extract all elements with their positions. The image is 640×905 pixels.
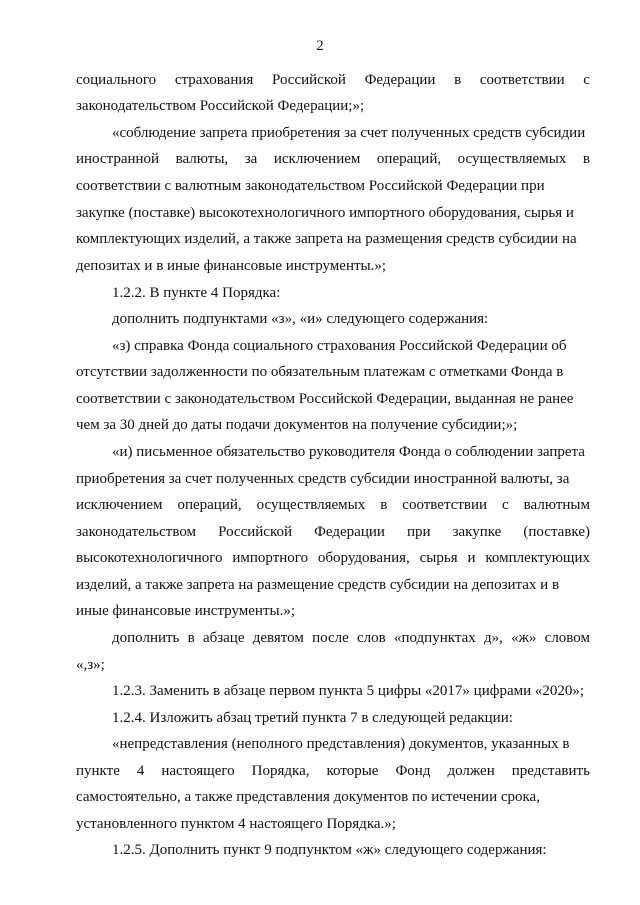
text-line: чем за 30 дней до даты подачи документов на получение субсидии;»; xyxy=(76,417,518,433)
word: комплектующих xyxy=(485,550,590,566)
word: в xyxy=(454,72,462,88)
text-line: приобретения за счет полученных средств субсидии иностранной валюты, за xyxy=(76,471,570,487)
text-line: 1.2.5. Дополнить пункт 9 подпунктом «ж» следующего содержания: xyxy=(112,842,547,858)
text-line: установленного пунктом 4 настоящего Порядка.»; xyxy=(76,816,396,832)
word: которые xyxy=(326,763,379,779)
word: валютным xyxy=(523,497,590,513)
word: девятом xyxy=(252,630,304,646)
word: операций, xyxy=(376,151,442,167)
text-line: соответствии с законодательством Российской Федерации, выданная не ранее xyxy=(76,391,574,407)
text-line xyxy=(76,495,590,515)
text-line xyxy=(76,149,590,169)
word: «подпунктах xyxy=(393,630,476,646)
text-line: изделий, а также запрета на размещение средств субсидии на депозитах и в xyxy=(76,577,560,593)
text-line: «и) письменное обязательство руководителя Фонда о соблюдении запрета xyxy=(112,444,585,460)
word: словом xyxy=(544,630,590,646)
word: Российской xyxy=(218,524,293,540)
word: соответствии xyxy=(402,497,488,513)
word: Порядка, xyxy=(251,763,310,779)
word: абзаце xyxy=(202,630,245,646)
word: в xyxy=(187,630,195,646)
word: социального xyxy=(76,72,157,88)
word: (поставке) xyxy=(523,524,590,540)
word: валюты, xyxy=(175,151,229,167)
text-line: законодательством Российской Федерации;»; xyxy=(76,98,365,114)
page-number: 2 xyxy=(316,38,324,54)
word: Федерации xyxy=(314,524,385,540)
text-line: закупке (поставке) высокотехнологичного импортного оборудования, сырья и xyxy=(76,205,574,221)
word: законодательством xyxy=(76,524,197,540)
word: должен xyxy=(447,763,495,779)
text-line: 1.2.4. Изложить абзац третий пункта 7 в следующей редакции: xyxy=(112,710,513,726)
word: соответствии xyxy=(479,72,565,88)
word: после xyxy=(312,630,349,646)
word: операций, xyxy=(177,497,242,513)
word: страхования xyxy=(174,72,254,88)
text-line xyxy=(76,761,590,781)
text-line xyxy=(76,70,590,90)
word: иностранной xyxy=(76,151,160,167)
text-line: «,з»; xyxy=(76,657,105,673)
text-line xyxy=(76,548,590,568)
word: за xyxy=(244,151,258,167)
text-line: самостоятельно, а также представления документов по истечении срока, xyxy=(76,789,540,805)
text-line xyxy=(112,628,590,648)
word: д», xyxy=(483,630,503,646)
word: с xyxy=(502,497,509,513)
text-line: депозитах и в иные финансовые инструменты.»; xyxy=(76,258,387,274)
word: Федерации xyxy=(364,72,436,88)
word: закупке xyxy=(452,524,502,540)
word: слов xyxy=(357,630,386,646)
word: исключением xyxy=(273,151,361,167)
word: 4 xyxy=(136,763,145,779)
text-line: 1.2.3. Заменить в абзаце первом пункта 5 цифры «2017» цифрами «2020»; xyxy=(112,683,585,699)
word: высокотехнологичного xyxy=(76,550,223,566)
text-line: «непредставления (неполного представления) документов, указанных в xyxy=(112,736,570,752)
word: Российской xyxy=(271,72,346,88)
word: пункте xyxy=(76,763,120,779)
word: оборудования, xyxy=(317,550,410,566)
text-line: иные финансовые инструменты.»; xyxy=(76,603,296,619)
word: импортного xyxy=(232,550,309,566)
word: осуществляемых xyxy=(256,497,366,513)
word: сырья xyxy=(419,550,458,566)
text-line: «соблюдение запрета приобретения за счет полученных средств субсидии xyxy=(112,125,586,141)
word: представить xyxy=(511,763,590,779)
word: в xyxy=(380,497,388,513)
word: дополнить xyxy=(112,630,180,646)
word: при xyxy=(406,524,431,540)
word: Фонд xyxy=(395,763,431,779)
text-line: дополнить подпунктами «з», «и» следующего содержания: xyxy=(112,311,489,327)
word: «ж» xyxy=(511,630,537,646)
word: исключением xyxy=(76,497,163,513)
word: и xyxy=(467,550,476,566)
text-line: комплектующих изделий, а также запрета на размещения средств субсидии на xyxy=(76,231,577,247)
word: осуществляемых xyxy=(457,151,567,167)
text-line: «з) справка Фонда социального страхования Российской Федерации об xyxy=(112,338,567,354)
word: настоящего xyxy=(161,763,235,779)
text-line: отсутствии задолженности по обязательным платежам с отметками Фонда в xyxy=(76,364,564,380)
text-line xyxy=(76,522,590,542)
text-line: соответствии с валютным законодательством Российской Федерации при xyxy=(76,178,545,194)
word: в xyxy=(582,151,590,167)
word: с xyxy=(583,72,590,88)
text-line: 1.2.2. В пункте 4 Порядка: xyxy=(112,285,281,301)
